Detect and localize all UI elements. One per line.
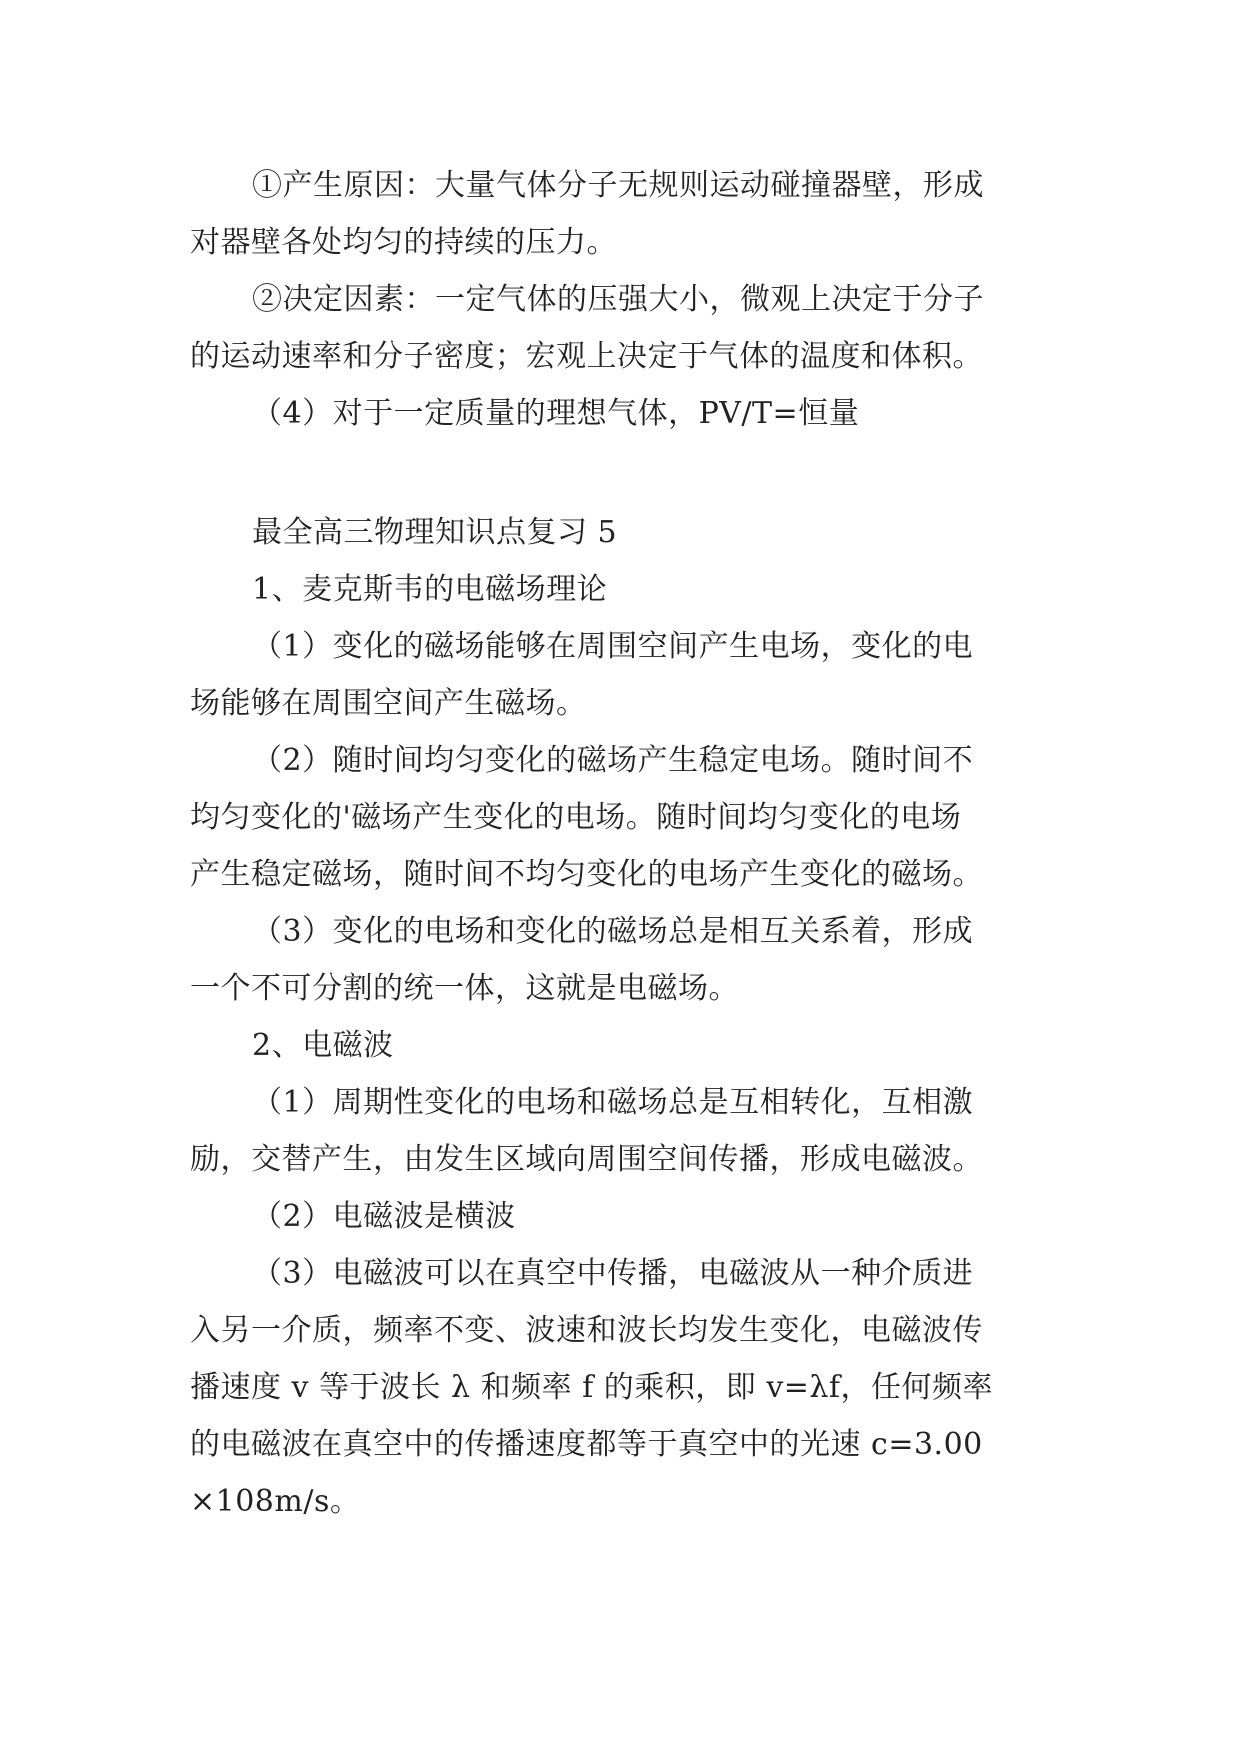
text-line-1: ①产生原因：大量气体分子无规则运动碰撞器壁，形成	[252, 168, 984, 203]
text-line-21: 播速度 v 等于波长 λ 和频率 f 的乘积，即 v=λf，任何频率	[190, 1370, 994, 1405]
text-line-18: （2）电磁波是横波	[252, 1199, 516, 1234]
text-line-13: （3）变化的电场和变化的磁场总是相互关系着，形成	[252, 914, 974, 949]
heading-maxwell-theory: 1、麦克斯韦的电磁场理论	[252, 572, 608, 607]
heading-em-wave: 2、电磁波	[252, 1028, 394, 1063]
text-line-9: 场能够在周围空间产生磁场。	[190, 686, 587, 721]
text-line-23: ×108m/s。	[190, 1484, 361, 1519]
text-line-22: 的电磁波在真空中的传播速度都等于真空中的光速 c=3.00	[190, 1427, 983, 1462]
text-line-10: （2）随时间均匀变化的磁场产生稳定电场。随时间不	[252, 743, 974, 778]
text-line-20: 入另一介质，频率不变、波速和波长均发生变化，电磁波传	[190, 1313, 983, 1348]
text-line-16: （1）周期性变化的电场和磁场总是互相转化，互相激	[252, 1085, 974, 1120]
text-line-2: 对器壁各处均匀的持续的压力。	[190, 225, 617, 260]
text-line-5: （4）对于一定质量的理想气体，PV/T=恒量	[252, 396, 860, 431]
text-line-17: 励，交替产生，由发生区域向周围空间传播，形成电磁波。	[190, 1142, 983, 1177]
text-line-3: ②决定因素：一定气体的压强大小，微观上决定于分子	[252, 282, 984, 317]
text-line-14: 一个不可分割的统一体，这就是电磁场。	[190, 971, 739, 1006]
text-line-4: 的运动速率和分子密度；宏观上决定于气体的温度和体积。	[190, 339, 983, 374]
text-line-19: （3）电磁波可以在真空中传播，电磁波从一种介质进	[252, 1256, 974, 1291]
section-title: 最全高三物理知识点复习 5	[252, 515, 618, 550]
text-line-11: 均匀变化的'磁场产生变化的电场。随时间均匀变化的电场	[190, 800, 962, 835]
text-line-12: 产生稳定磁场，随时间不均匀变化的电场产生变化的磁场。	[190, 857, 983, 892]
text-line-8: （1）变化的磁场能够在周围空间产生电场，变化的电	[252, 629, 974, 664]
